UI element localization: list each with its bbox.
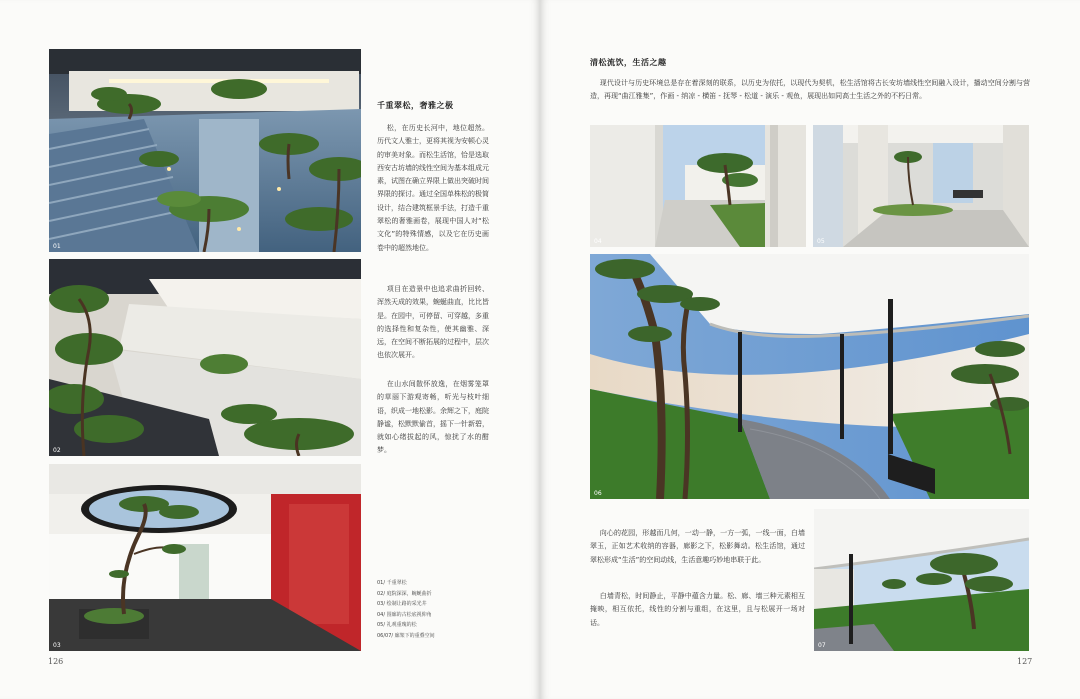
caption-item: 04/ 围廊的古松底视仰角	[377, 611, 432, 618]
right-page	[540, 0, 1080, 699]
photo-06	[590, 254, 1029, 499]
photo-number: 01	[53, 243, 61, 250]
photo-captions	[377, 578, 435, 641]
photo-05	[813, 125, 1029, 247]
photo-04	[590, 125, 806, 247]
photo-number: 03	[53, 642, 61, 649]
body-paragraph: 项目在造景中也追求曲折回转、浑然天成的效果，蜿蜒曲直，比比皆是。在园中，可停留、可穿越，多重的选择性和复杂性，使其幽雅、深远，在空间不断拓展的过程中，层次也依次展开。	[377, 285, 489, 360]
photo-number: 07	[818, 642, 826, 649]
section-heading: 清松流饮，生活之趣	[590, 58, 667, 67]
caption-item: 03/ 绘制让路的采光井	[377, 601, 427, 607]
page-number: 126	[48, 657, 64, 666]
photo-07	[814, 509, 1029, 651]
caption-item: 01/ 千重翠松	[377, 580, 407, 586]
body-paragraph: 松，在历史长河中，地位超然。历代文人雅士，更将其视为安顿心灵的审美对象。而松生活馆，恰是选取西安古坊墙的线性空间为基本组成元素，试图在确立界限上做出突破时间界限的探讨。通过全国单株松的极简设计，结合建筑框景手法，打造千重翠松的奢雅画卷，展现中国人对“松文化”的特殊情感，以及它在历史画卷中的超然地位。	[377, 124, 489, 252]
body-paragraph: 向心的花园，形越而几何，一动一静，一方一弧，一线一面，白墙翠玉，正如艺术收纳的容器，廊影之下，松影舞动。松生活馆，通过翠松形成“生活”的空间动线，生活意趣巧妙地串联于此。	[590, 529, 805, 564]
photo-number: 06	[594, 490, 602, 497]
photo-number: 05	[817, 238, 825, 245]
photo-03	[49, 464, 361, 651]
body-paragraph: 白墙青松，时间静止，平静中蕴含力量。松、廊、墙三种元素相互掩映，相互依托，线性的分割与重组，在这里，且与松展开一场对话。	[590, 592, 805, 627]
caption-item: 02/ 庭院深深，蜿蜒曲折	[377, 590, 432, 597]
caption-item: 06/07/ 廊架下的重叠空间	[377, 632, 435, 639]
intro-paragraph: 现代设计与历史环境总是存在着深刻的联系，以历史为依托，以现代为契机，松生活馆将古长安坊墙线性空间融入设计，播动空间分割与营造，再现“曲江雅集”，作画 - 纳凉 - 横笛 - 抚琴 - 松道 - 演乐 - 观鱼，展现出如同高士生活之外的不朽日常。	[590, 79, 1030, 101]
page-number: 127	[1017, 657, 1033, 666]
caption-item: 05/ 礼观重瑰的松	[377, 622, 417, 628]
photo-number: 04	[594, 238, 602, 245]
body-paragraph: 在山水间散怀放逸，在烟雾笼罩的草丽下游观寄畅，听光与枝叶细语，织成一地松影。余辉之下，庭院静谧，松默默偷首，摇下一针新碧，就如心绪拔起的风，惊扰了水的酣梦。	[377, 380, 489, 455]
photo-02	[49, 259, 361, 456]
photo-number: 02	[53, 447, 61, 454]
photo-01	[49, 49, 361, 252]
section-heading: 千重翠松，奢雅之极	[377, 101, 454, 110]
